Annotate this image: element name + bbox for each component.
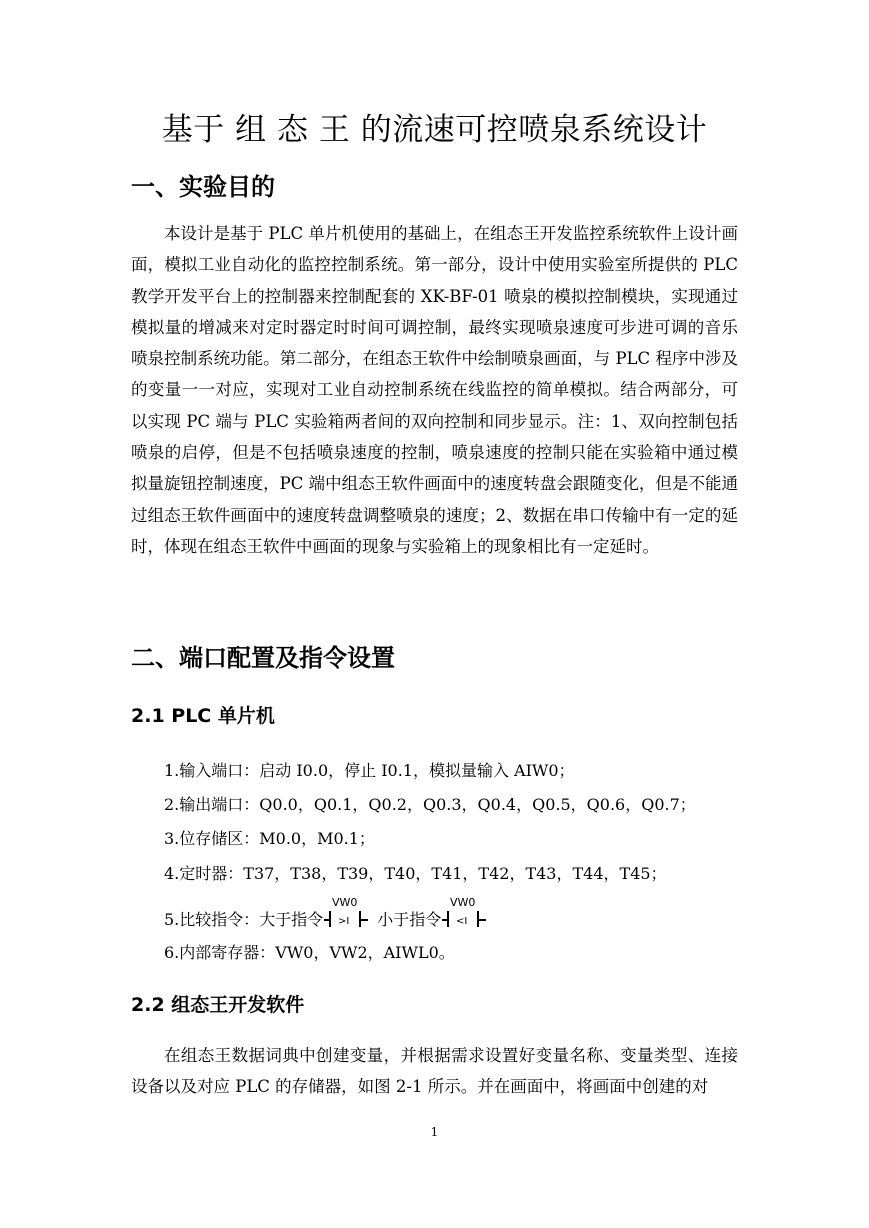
list-item: 6.内部寄存器：VW0，VW2，AIWL0。 [164, 943, 455, 962]
subsection-heading-plc: 2.1 PLC 单片机 [131, 705, 275, 727]
gt-symbol-op: >I [338, 916, 350, 927]
greater-than-compare-icon [324, 893, 376, 948]
subsection-heading-kingview: 2.2 组态王开发软件 [131, 994, 305, 1016]
list-item-compare [164, 893, 495, 948]
document-title: 基于 组 态 王 的流速可控喷泉系统设计 [161, 112, 708, 148]
list-item: 3.位存储区：M0.0，M0.1； [164, 829, 375, 848]
gt-symbol-var: VW0 [332, 896, 358, 909]
list-item: 2.输出端口：Q0.0，Q0.1，Q0.2，Q0.3，Q0.4，Q0.5，Q0.6，Q0.7； [164, 795, 696, 814]
page-number: 1 [430, 1125, 439, 1139]
section-heading-ports: 二、端口配置及指令设置 [131, 644, 395, 672]
lt-symbol-op: <I [456, 916, 468, 927]
compare-prefix: 5.比较指令：大于指令 [164, 910, 324, 929]
list-item: 1.输入端口：启动 I0.0，停止 I0.1，模拟量输入 AIW0； [164, 761, 575, 780]
list-item: 4.定时器：T37，T38，T39，T40，T41，T42，T43，T44，T45； [164, 864, 667, 883]
kingview-paragraph: 在组态王数据词典中创建变量，并根据需求设置好变量名称、变量类型、连接设备以及对应 PLC 的存储器，如图 2-1 所示。并在画面中，将画面中创建的对 [131, 1046, 738, 1097]
lt-symbol-var: VW0 [450, 896, 476, 909]
less-than-compare-icon [442, 893, 494, 948]
section-heading-objective: 一、实验目的 [131, 173, 275, 201]
compare-mid: 小于指令 [377, 910, 442, 929]
objective-paragraph: 本设计是基于 PLC 单片机使用的基础上，在组态王开发监控系统软件上设计画面，模拟工业自动化的监控控制系统。第一部分，设计中使用实验室所提供的 PLC 教学开发平台上的控制器来控制配套的 XK-BF-01 喷泉的模拟控制模块，实现通过模拟量的增减来对定时器定时时间可调控制，最终实现喷泉速度可步进可调的音乐喷泉控制系统功能。第二部分，在组态王软件中绘制喷泉画面，与 PLC 程序中涉及的变量一一对应，实现对工业自动控制系统在线监控的简单模拟。结合两部分，可以实现 PC 端与 PLC 实验箱两者间的双向控制和同步显示。注：1、双向控制包括喷泉的启停，但是不包括喷泉速度的控制，喷泉速度的控制只能在实验箱中通过模拟量旋钮控制速度，PC 端中组态王软件画面中的速度转盘会跟随变化，但是不能通过组态王软件画面中的速度转盘调整喷泉的速度；2、数据在串口传输中有一定的延时，体现在组态王软件中画面的现象与实验箱上的现象相比有一定延时。 [131, 224, 738, 556]
